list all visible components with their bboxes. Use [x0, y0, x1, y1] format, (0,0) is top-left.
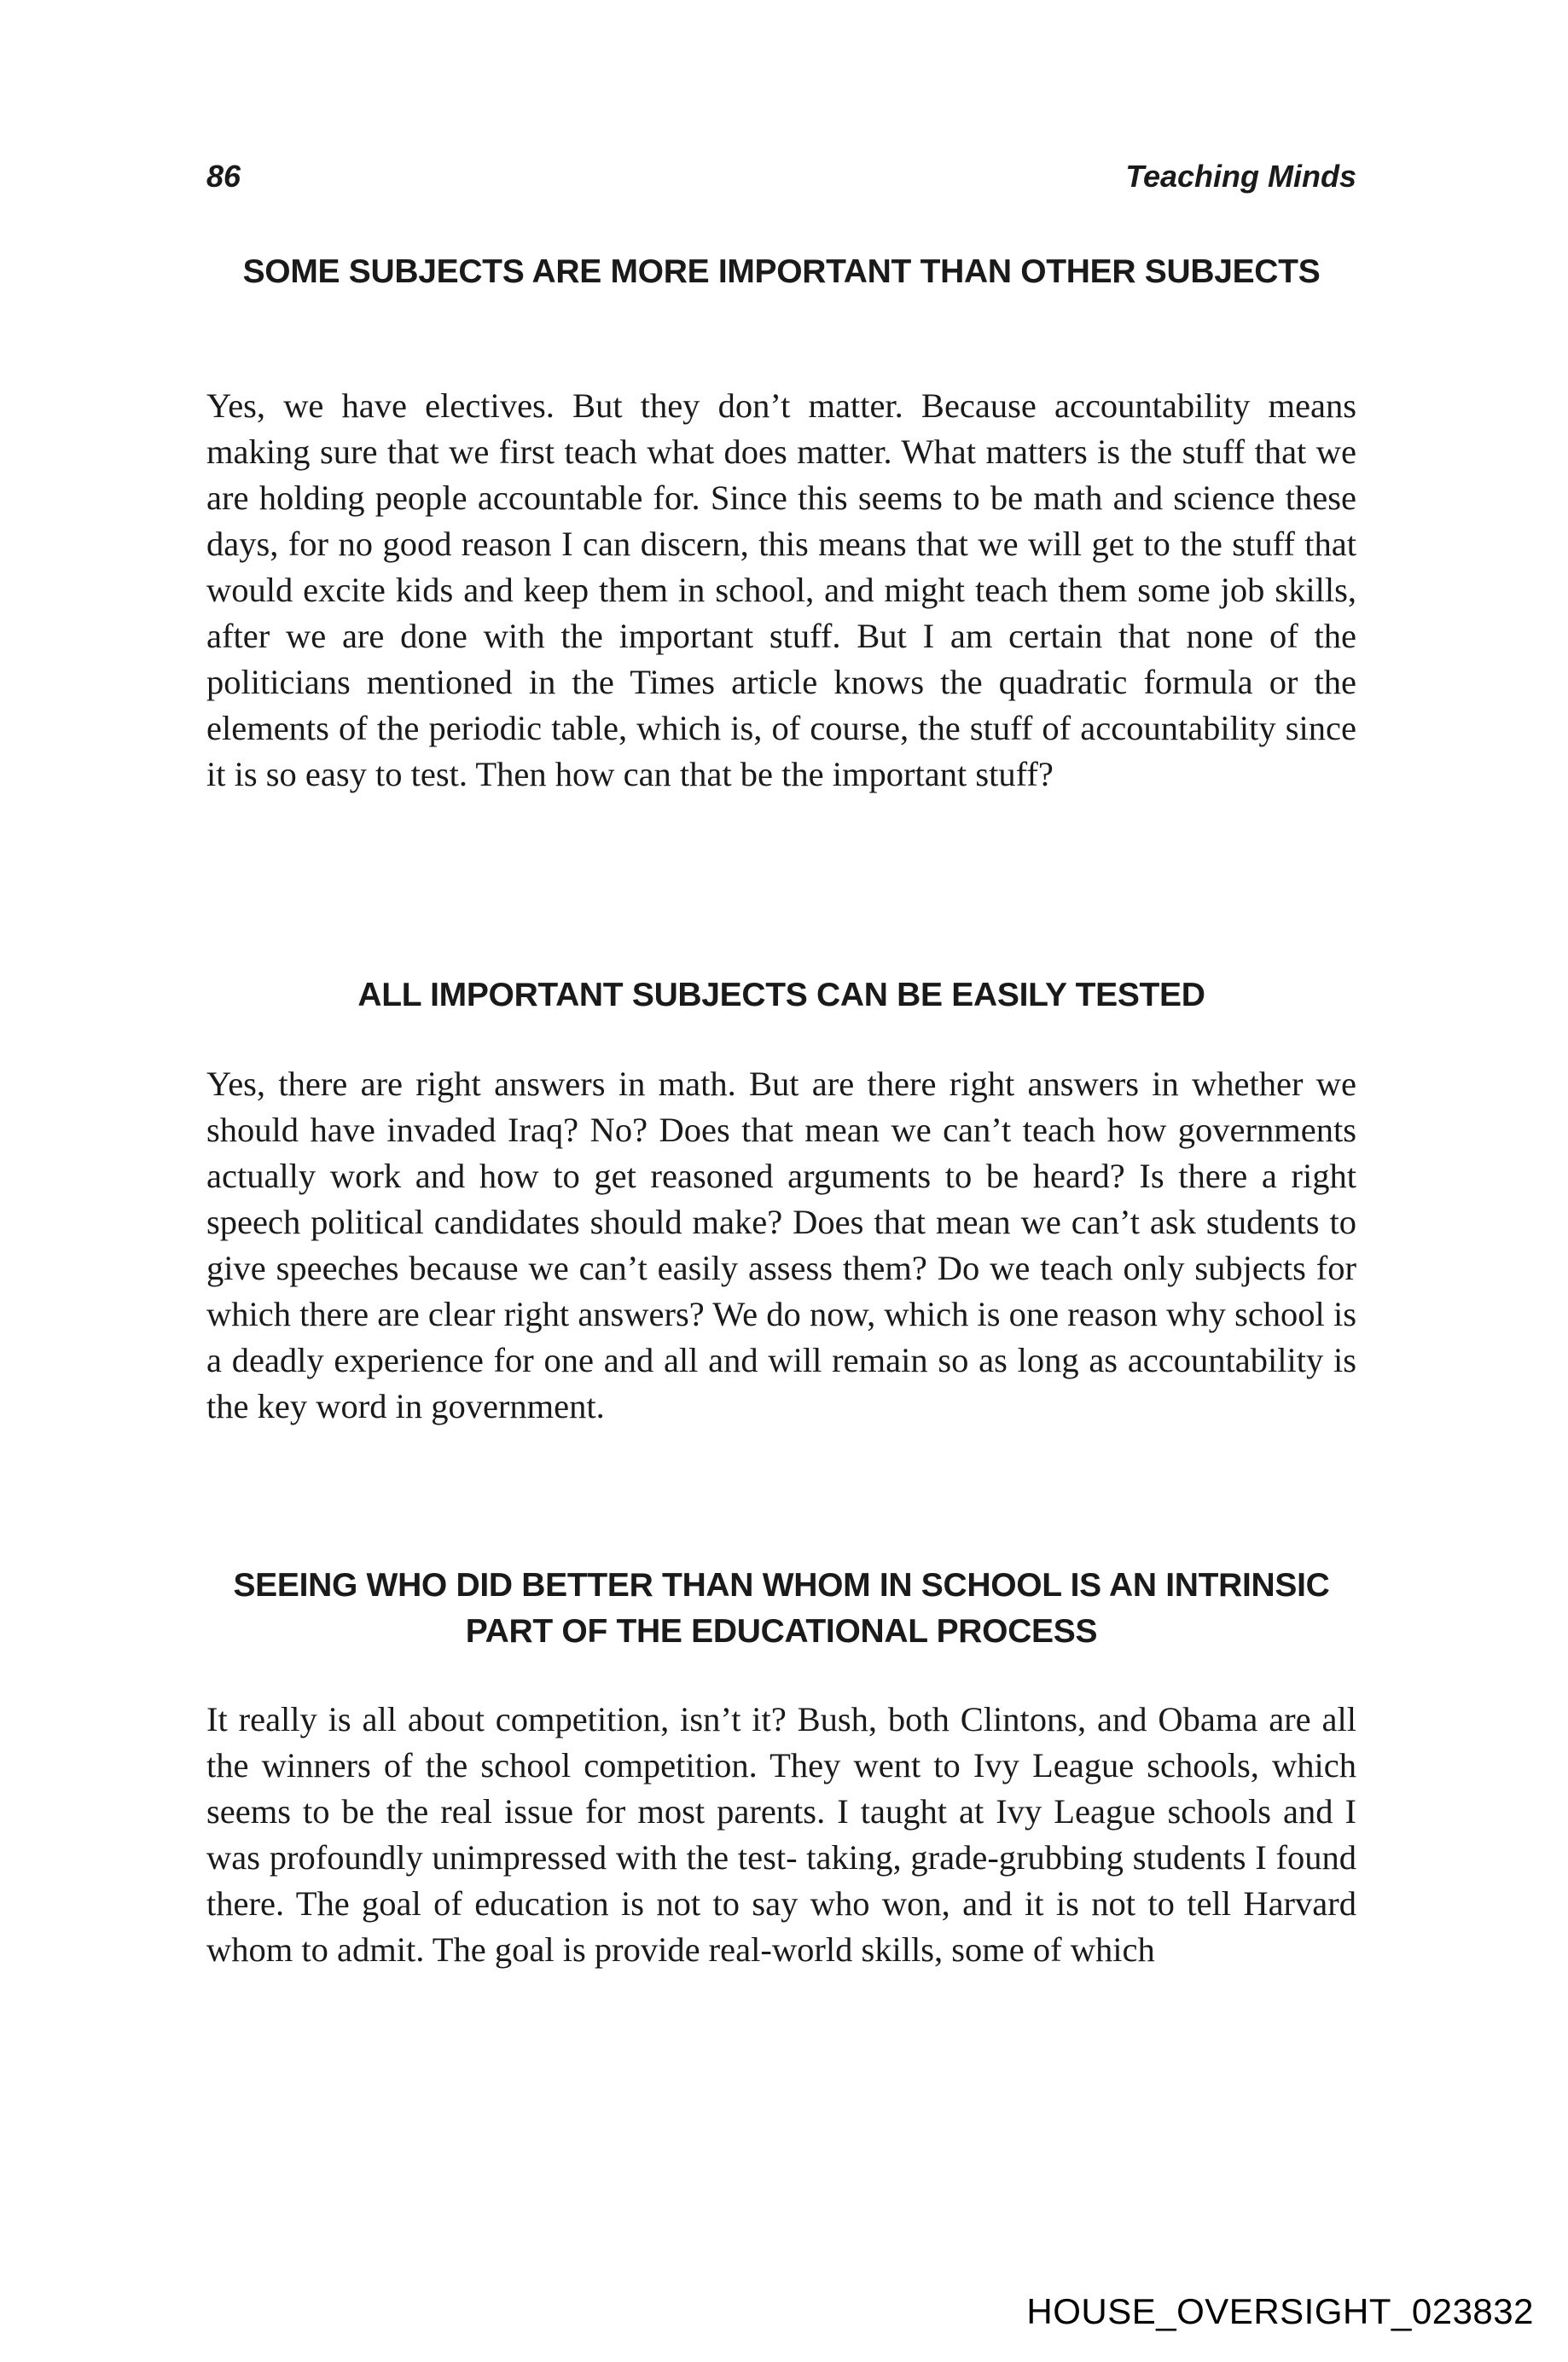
section-heading: SEEING WHO DID BETTER THAN WHOM IN SCHOOL IS AN INTRINSIC PART OF THE EDUCATIONAL PROCESS	[233, 1567, 1330, 1650]
book-title: Teaching Minds	[1125, 159, 1356, 194]
running-head	[206, 155, 1356, 198]
page-number: 86	[206, 159, 241, 194]
section-heading: ALL IMPORTANT SUBJECTS CAN BE EASILY TESTED	[357, 977, 1205, 1013]
section-heading: SOME SUBJECTS ARE MORE IMPORTANT THAN OTHER SUBJECTS	[242, 253, 1321, 290]
body-paragraph: Yes, there are right answers in math. But are there right answers in whether we should have invaded Iraq? No? Does that mean we can’t teach how governments actually work and how to get reasoned arguments to be heard? Is there a right speech political candidates should make? Does that mean we can’t ask students to give speeches because we can’t easily assess them? Do we teach only subjects for which there are clear right answers? We do now, which is one reason why school is a deadly experience for one and all and will remain so as long as accountability is the key word in government.	[206, 1065, 1356, 1425]
body-paragraph: Yes, we have electives. But they don’t matter. Because accountability means making sure that we first teach what does matter. What matters is the stuff that we are holding people accountable for. Since this seems to be math and science these days, for no good reason I can discern, this means that we will get to the stuff that would excite kids and keep them in school, and might teach them some job skills, after we are done with the important stuff. But I am certain that none of the politicians mentioned in the Times article knows the quadratic formula or the elements of the periodic table, which is, of course, the stuff of accountability since it is so easy to test. Then how can that be the important stuff?	[206, 386, 1356, 793]
bates-stamp: HOUSE_OVERSIGHT_023832	[1026, 2291, 1534, 2331]
body-paragraph: It really is all about competition, isn’t it? Bush, both Clintons, and Obama are all the winners of the school competition. They went to Ivy League schools, which seems to be the real issue for most parents. I taught at Ivy League schools and I was profoundly unimpressed with the test- taking, grade-grubbing students I found there. The goal of education is not to say who won, and it is not to tell Harvard whom to admit. The goal is provide real-world skills, some of which	[206, 1700, 1356, 1969]
